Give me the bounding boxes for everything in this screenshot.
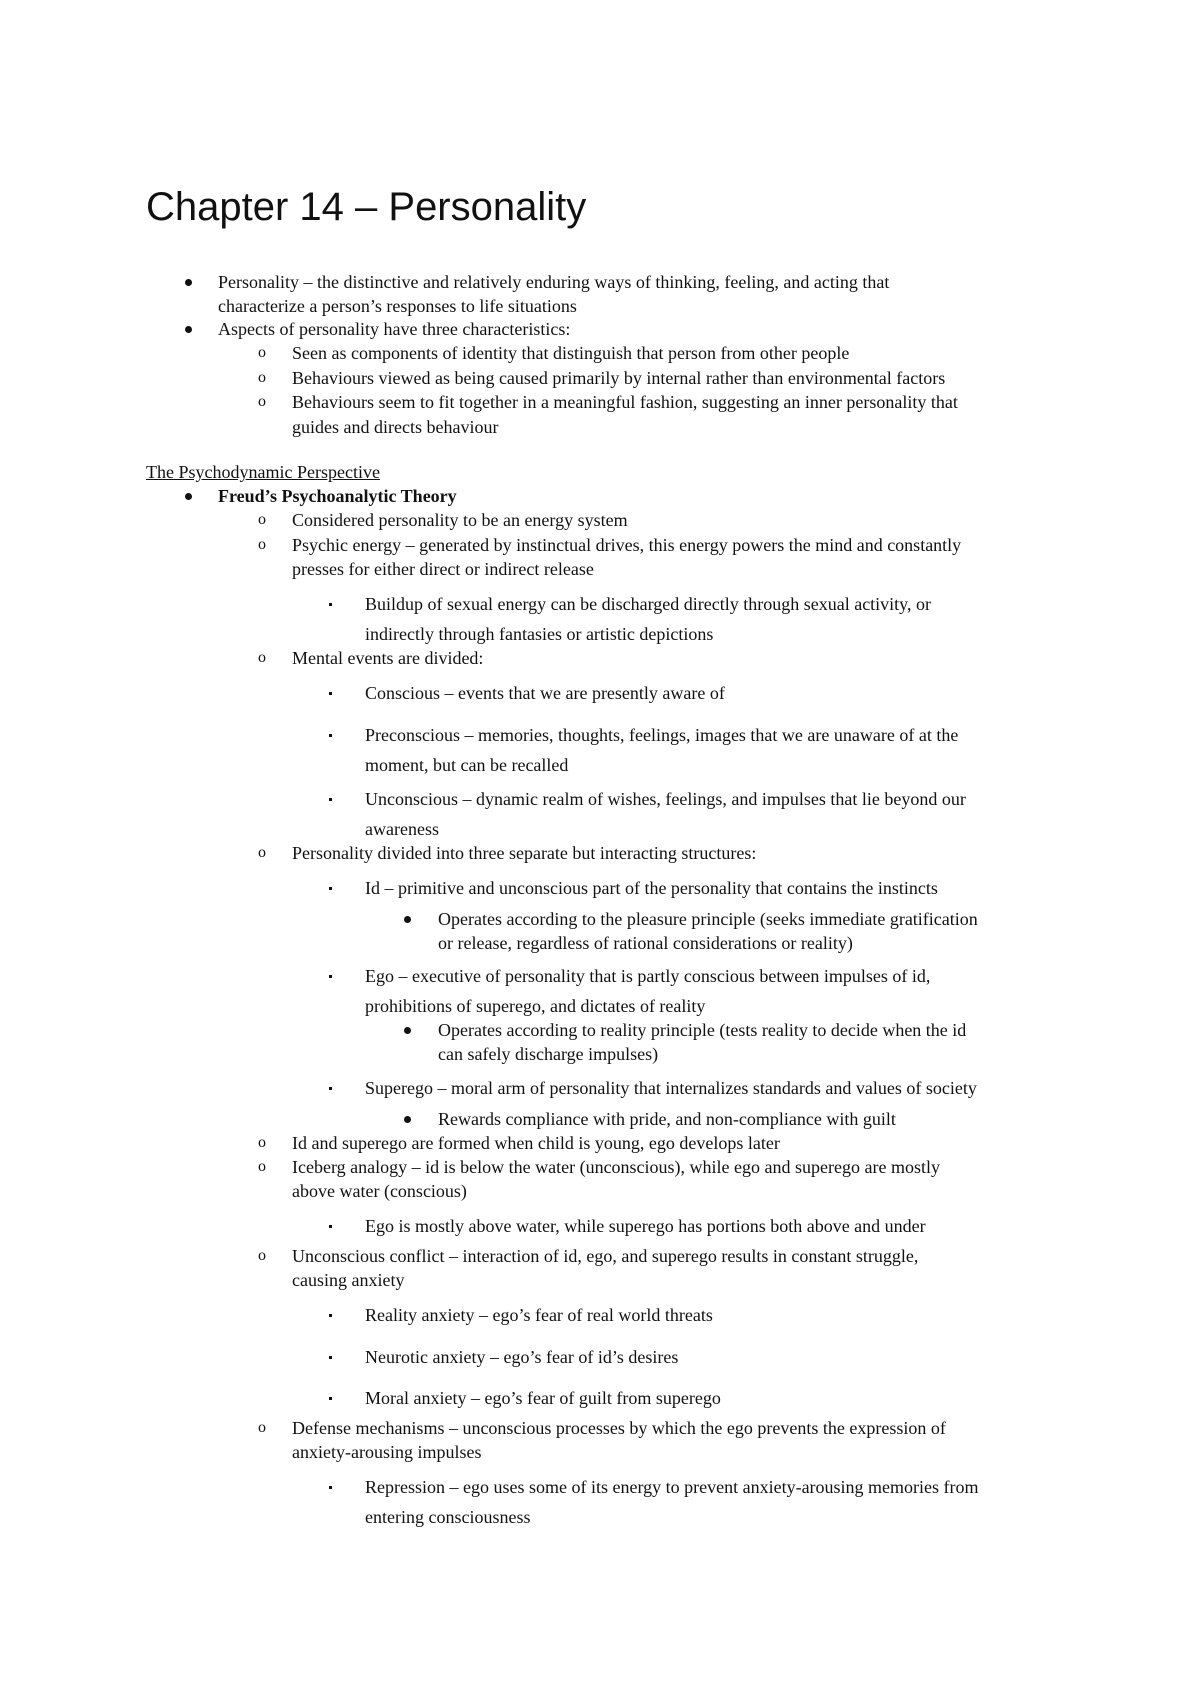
iceberg-line1: Iceberg analogy – id is below the water (unconscious), while ego and superego are mostly: [292, 1157, 940, 1177]
pleasure-principle-line2: or release, regardless of rational considerations or reality): [438, 933, 853, 953]
formed-item: Id and superego are formed when child is young, ego develops later: [292, 1133, 780, 1153]
neurotic-anxiety: Neurotic anxiety – ego’s fear of id’s desires: [365, 1347, 679, 1367]
iceberg-line2: above water (conscious): [292, 1181, 467, 1201]
reality-principle-line2: can safely discharge impulses): [438, 1044, 659, 1064]
moral-anxiety: Moral anxiety – ego’s fear of guilt from superego: [365, 1388, 721, 1408]
aspect-internal: Behaviours viewed as being caused primarily by internal rather than environmental factors: [292, 368, 946, 388]
bullet-dot: [185, 317, 193, 341]
aspect-identity: Seen as components of identity that distinguish that person from other people: [292, 343, 850, 363]
circle-marker: o: [258, 1134, 266, 1151]
ego-line2: prohibitions of superego, and dictates of reality: [365, 996, 706, 1016]
conflict-line1: Unconscious conflict – interaction of id, ego, and superego results in constant struggle,: [292, 1246, 919, 1266]
circle-marker: o: [258, 1158, 266, 1175]
square-bullet: [329, 1076, 333, 1100]
aspect-fit-line1: Behaviours seem to fit together in a meaningful fashion, suggesting an inner personality that: [292, 392, 958, 412]
bullet-dot: [185, 484, 193, 508]
section-heading: The Psychodynamic Perspective: [146, 462, 380, 482]
circle-marker: o: [258, 369, 266, 386]
id-item: Id – primitive and unconscious part of the personality that contains the instincts: [365, 878, 938, 898]
square-bullet: [329, 1214, 333, 1238]
reality-principle-line1: Operates according to reality principle (tests reality to decide when the id: [438, 1020, 967, 1040]
conflict-line2: causing anxiety: [292, 1270, 405, 1290]
unconscious-line1: Unconscious – dynamic realm of wishes, feelings, and impulses that lie beyond our: [365, 789, 966, 809]
square-bullet: [329, 1303, 333, 1327]
square-bullet: [329, 787, 333, 811]
bullet-dot: [404, 1018, 412, 1042]
circle-marker: o: [258, 1247, 266, 1264]
bullet-dot: [185, 270, 193, 294]
square-bullet: [329, 964, 333, 988]
defense-line2: anxiety-arousing impulses: [292, 1442, 482, 1462]
theory-heading: Freud’s Psychoanalytic Theory: [218, 486, 457, 506]
circle-marker: o: [258, 511, 266, 528]
rewards-item: Rewards compliance with pride, and non-compliance with guilt: [438, 1109, 896, 1129]
ego-line1: Ego – executive of personality that is partly conscious between impulses of id,: [365, 966, 931, 986]
circle-marker: o: [258, 649, 266, 666]
unconscious-line2: awareness: [365, 819, 439, 839]
circle-marker: o: [258, 344, 266, 361]
pleasure-principle-line1: Operates according to the pleasure principle (seeks immediate gratification: [438, 909, 978, 929]
bullet-dot: [404, 907, 412, 931]
structures-item: Personality divided into three separate but interacting structures:: [292, 843, 757, 863]
square-bullet: [329, 1386, 333, 1410]
psychic-energy-line2: presses for either direct or indirect release: [292, 559, 594, 579]
repression-line1: Repression – ego uses some of its energy to prevent anxiety-arousing memories from: [365, 1477, 979, 1497]
intro-item-personality-line1: Personality – the distinctive and relatively enduring ways of thinking, feeling, and acting that: [218, 272, 890, 292]
circle-marker: o: [258, 393, 266, 410]
square-bullet: [329, 723, 333, 747]
square-bullet: [329, 876, 333, 900]
conscious-item: Conscious – events that we are presently aware of: [365, 683, 725, 703]
circle-marker: o: [258, 844, 266, 861]
psychic-energy-line1: Psychic energy – generated by instinctual drives, this energy powers the mind and constantly: [292, 535, 962, 555]
intro-item-aspects: Aspects of personality have three characteristics:: [218, 319, 571, 339]
chapter-title: Chapter 14 – Personality: [146, 185, 587, 229]
reality-anxiety: Reality anxiety – ego’s fear of real world threats: [365, 1305, 713, 1325]
square-bullet: [329, 1345, 333, 1369]
superego-item: Superego – moral arm of personality that internalizes standards and values of society: [365, 1078, 977, 1098]
energy-system: Considered personality to be an energy system: [292, 510, 628, 530]
ego-above-item: Ego is mostly above water, while superego has portions both above and under: [365, 1216, 926, 1236]
mental-events: Mental events are divided:: [292, 648, 484, 668]
square-bullet: [329, 1475, 333, 1499]
circle-marker: o: [258, 1419, 266, 1436]
circle-marker: o: [258, 536, 266, 553]
square-bullet: [329, 592, 333, 616]
buildup-line1: Buildup of sexual energy can be discharged directly through sexual activity, or: [365, 594, 932, 614]
buildup-line2: indirectly through fantasies or artistic depictions: [365, 624, 714, 644]
square-bullet: [329, 681, 333, 705]
preconscious-line1: Preconscious – memories, thoughts, feelings, images that we are unaware of at the: [365, 725, 959, 745]
aspect-fit-line2: guides and directs behaviour: [292, 417, 499, 437]
intro-item-personality-line2: characterize a person’s responses to life situations: [218, 296, 577, 316]
repression-line2: entering consciousness: [365, 1507, 531, 1527]
defense-line1: Defense mechanisms – unconscious processes by which the ego prevents the expression of: [292, 1418, 946, 1438]
bullet-dot: [404, 1107, 412, 1131]
preconscious-line2: moment, but can be recalled: [365, 755, 569, 775]
